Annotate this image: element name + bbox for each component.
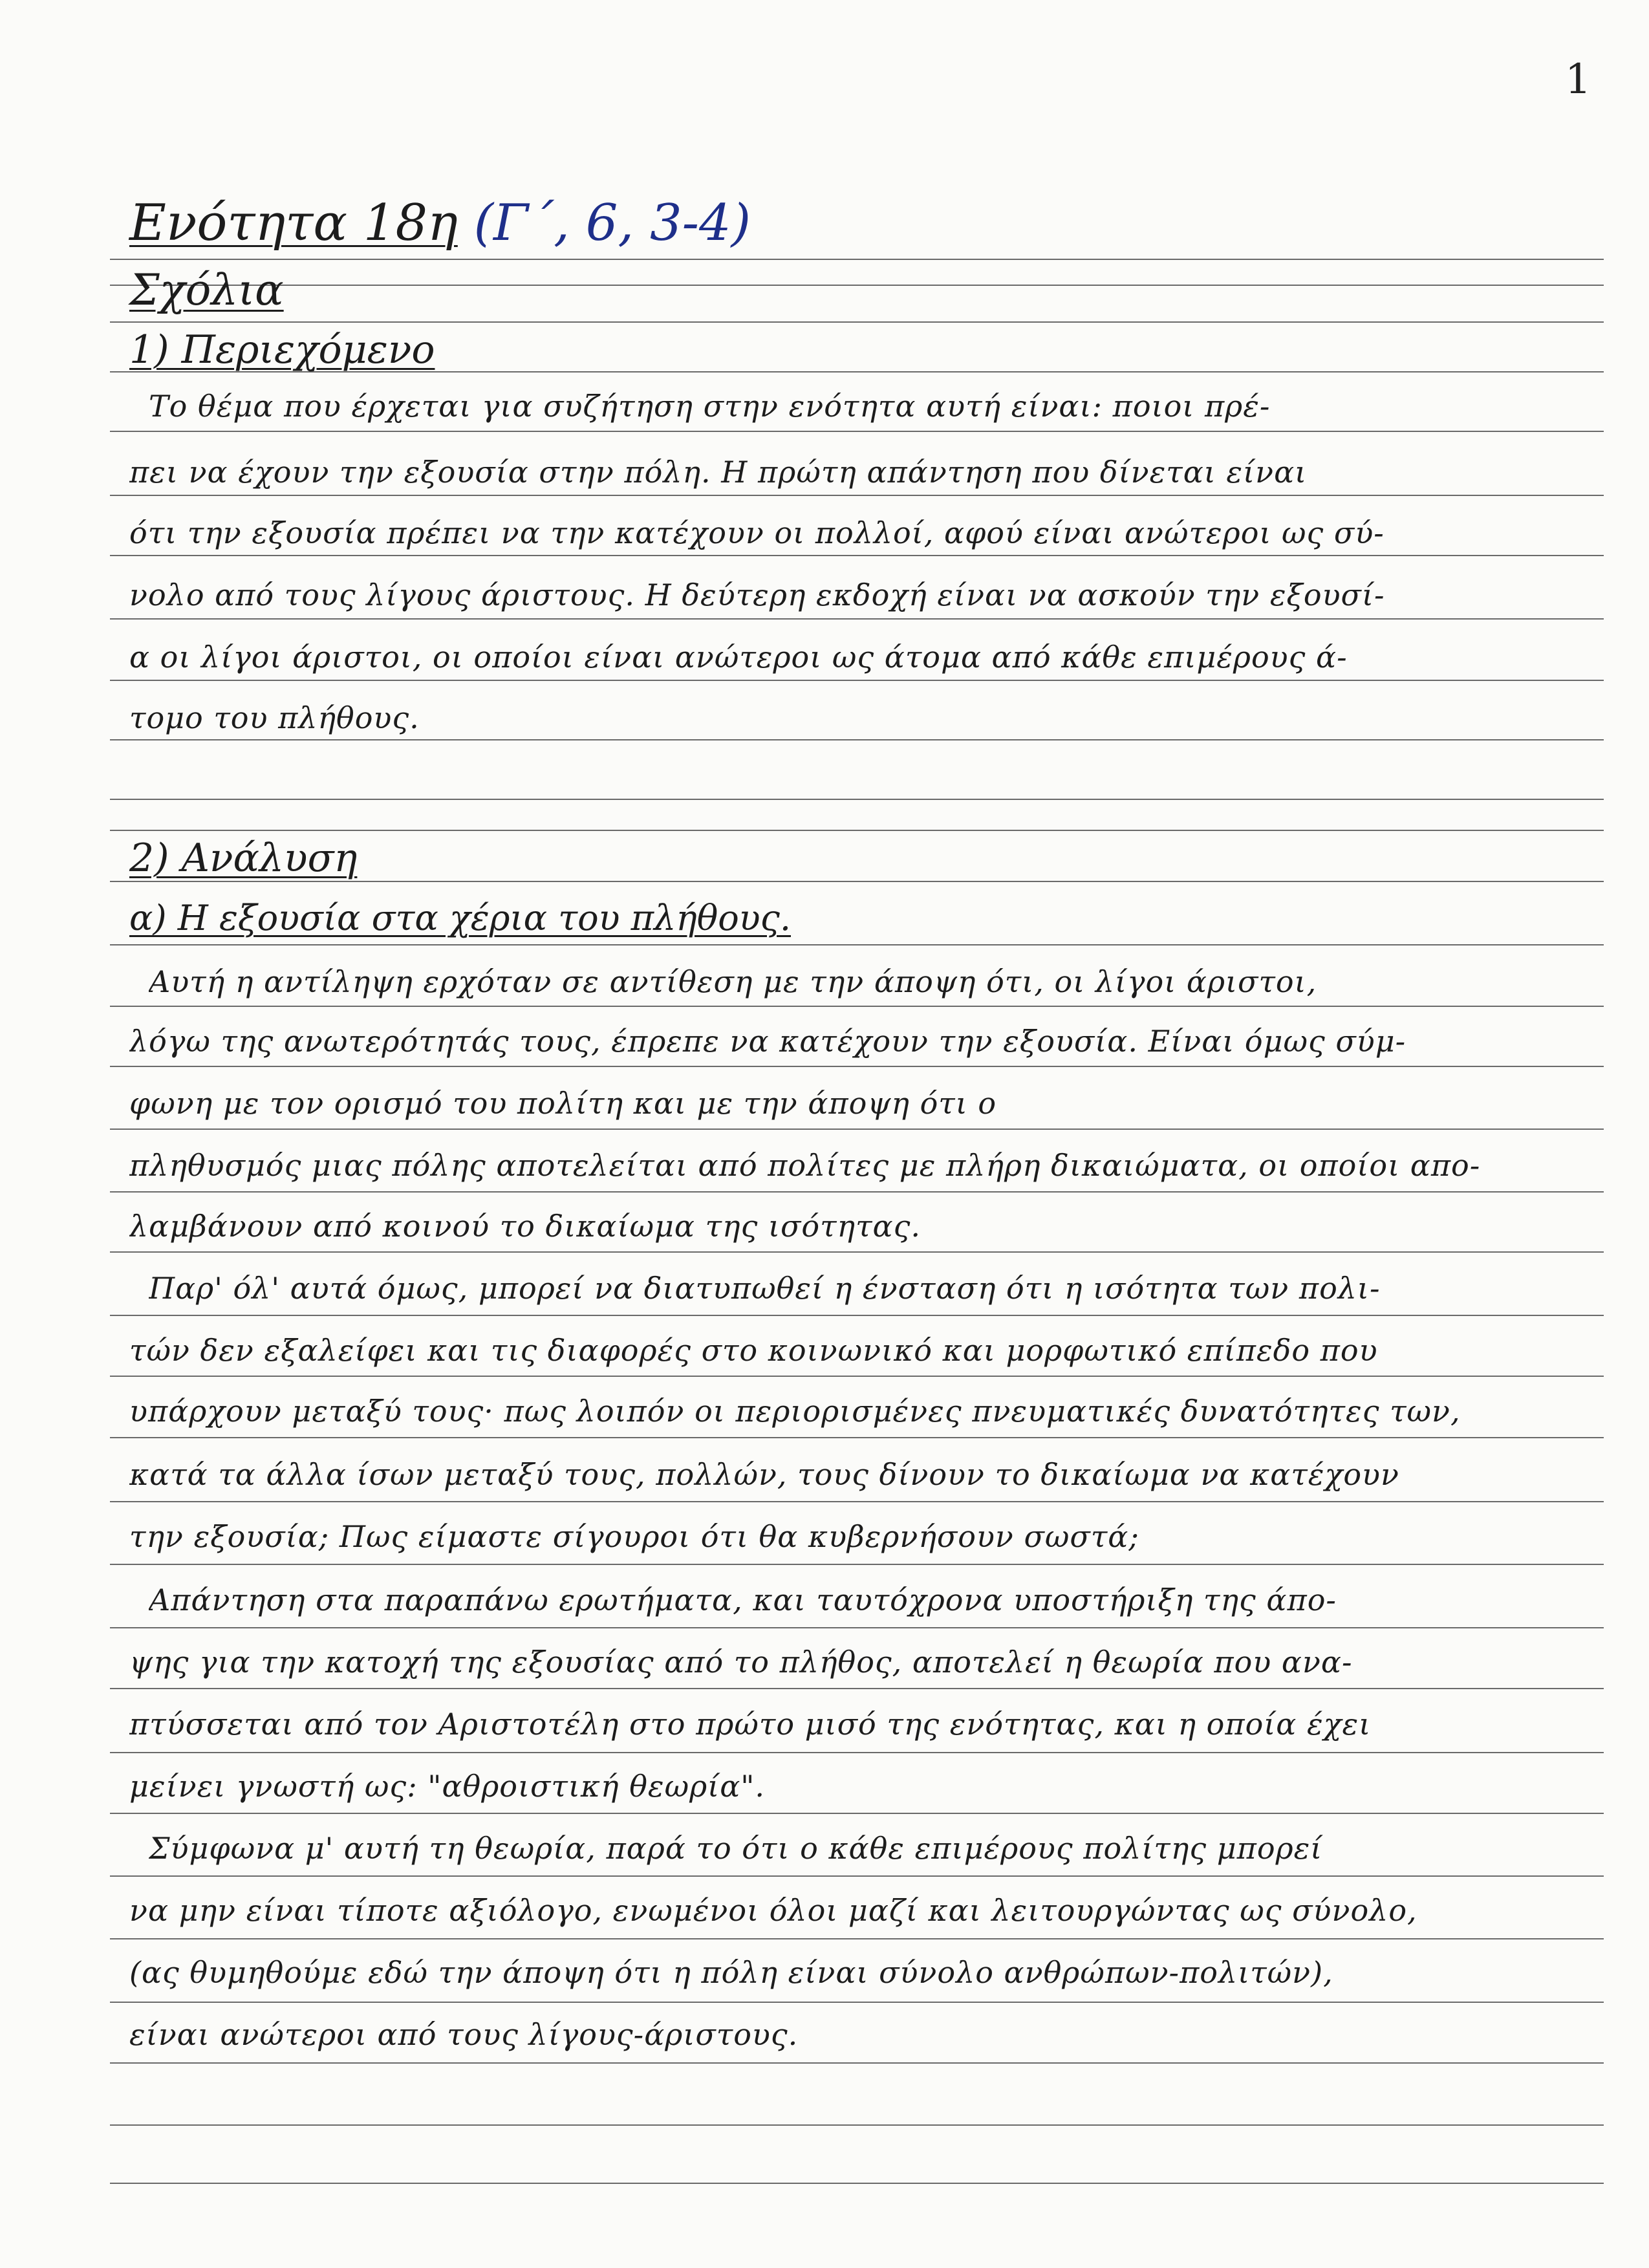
section2-line: λόγω της ανωτερότητάς τους, έπρεπε να κατέχουν την εξουσία. Είναι όμως σύμ-	[129, 1024, 1406, 1059]
section2-line: Παρ' όλ' αυτά όμως, μπορεί να διατυπωθεί η ένσταση ότι η ισότητα των πολι-	[149, 1271, 1381, 1306]
section2-heading: 2) Ανάλυση	[129, 836, 358, 881]
section2-line: Απάντηση στα παραπάνω ερωτήματα, και ταυτόχρονα υποστήριξη της άπο-	[149, 1582, 1337, 1617]
subtitle: Σχόλια	[129, 265, 284, 315]
section2-subheading: α) Η εξουσία στα χέρια του πλήθους.	[129, 898, 791, 938]
section1-line: Το θέμα που έρχεται για συζήτηση στην ενότητα αυτή είναι: ποιοι πρέ-	[149, 389, 1271, 424]
section2-line: υπάρχουν μεταξύ τους· πως λοιπόν οι περιορισμένες πνευματικές δυνατότητες των,	[129, 1394, 1461, 1429]
page-number: 1	[1565, 56, 1591, 103]
section1-line: ότι την εξουσία πρέπει να την κατέχουν οι πολλοί, αφού είναι ανώτεροι ως σύ-	[129, 515, 1385, 550]
section1-heading: 1) Περιεχόμενο	[129, 327, 435, 373]
section2-line: κατά τα άλλα ίσων μεταξύ τους, πολλών, τους δίνουν το δικαίωμα να κατέχουν	[129, 1457, 1399, 1492]
section2-line: να μην είναι τίποτε αξιόλογο, ενωμένοι όλοι μαζί και λειτουργώντας ως σύνολο,	[129, 1893, 1417, 1928]
section2-line: την εξουσία; Πως είμαστε σίγουροι ότι θα κυβερνήσουν σωστά;	[129, 1519, 1139, 1554]
section2-line: λαμβάνουν από κοινού το δικαίωμα της ισότητας.	[129, 1209, 921, 1244]
title-text: Ενότητα 18η	[129, 194, 458, 252]
section1-line: νολο από τους λίγους άριστους. Η δεύτερη εκδοχή είναι να ασκούν την εξουσί-	[129, 578, 1385, 612]
section2-line: μείνει γνωστή ως: "αθροιστική θεωρία".	[129, 1769, 766, 1804]
section2-line: Σύμφωνα μ' αυτή τη θεωρία, παρά το ότι ο κάθε επιμέρους πολίτης μπορεί	[149, 1831, 1323, 1866]
section2-line: Αυτή η αντίληψη ερχόταν σε αντίθεση με την άποψη ότι, οι λίγοι άριστοι,	[149, 964, 1317, 999]
page-title	[129, 194, 751, 252]
section2-line: πτύσσεται από τον Αριστοτέλη στο πρώτο μισό της ενότητας, και η οποία έχει	[129, 1707, 1372, 1742]
section2-line: ψης για την κατοχή της εξουσίας από το πλήθος, αποτελεί η θεωρία που ανα-	[129, 1645, 1353, 1679]
section1-line: τομο του πλήθους.	[129, 700, 420, 735]
title-reference: (Γ΄, 6, 3-4)	[473, 194, 751, 252]
section2-line: είναι ανώτεροι από τους λίγους-άριστους.	[129, 2017, 799, 2052]
section2-line: φωνη με τον ορισμό του πολίτη και με την άποψη ότι ο	[129, 1086, 997, 1121]
section2-line: πληθυσμός μιας πόλης αποτελείται από πολίτες με πλήρη δικαιώματα, οι οποίοι απο-	[129, 1148, 1481, 1183]
section2-line: τών δεν εξαλείφει και τις διαφορές στο κοινωνικό και μορφωτικό επίπεδο που	[129, 1333, 1378, 1368]
section1-line: πει να έχουν την εξουσία στην πόλη. Η πρώτη απάντηση που δίνεται είναι	[129, 455, 1308, 490]
section1-line: α οι λίγοι άριστοι, οι οποίοι είναι ανώτεροι ως άτομα από κάθε επιμέρους ά-	[129, 640, 1348, 675]
section2-line: (ας θυμηθούμε εδώ την άποψη ότι η πόλη είναι σύνολο ανθρώπων-πολιτών),	[129, 1955, 1333, 1990]
